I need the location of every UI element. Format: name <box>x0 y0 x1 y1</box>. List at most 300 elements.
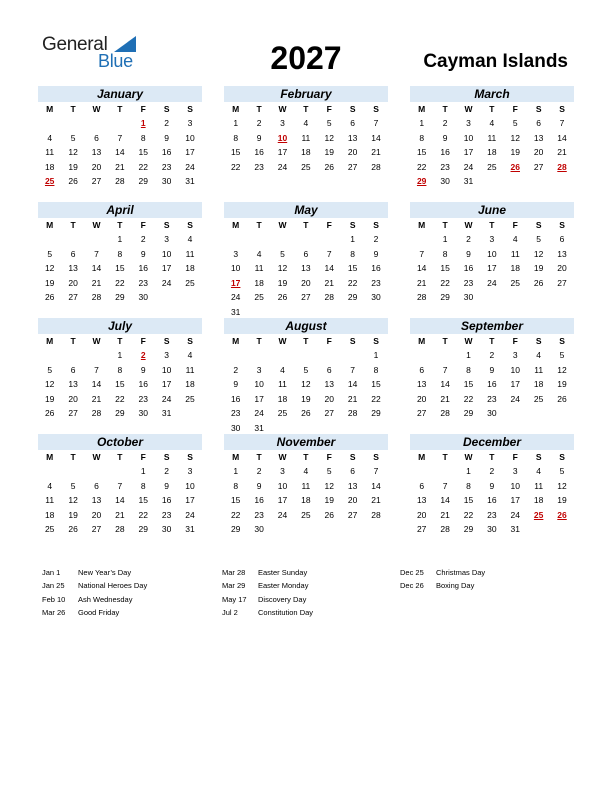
day-cell: 20 <box>347 495 358 505</box>
day-cell: 18 <box>510 263 520 273</box>
day-cell: 10 <box>161 248 172 259</box>
holiday-name: Easter Sunday <box>258 568 308 577</box>
day-cell: 1 <box>466 466 471 476</box>
weekday-header: F <box>140 104 146 114</box>
day-cell: 11 <box>185 248 195 259</box>
day-cell: 19 <box>44 277 55 288</box>
weekday-header: S <box>163 220 170 230</box>
day-cell: 11 <box>45 147 55 157</box>
holiday-date: Jan 25 <box>42 581 65 591</box>
day-cell: 25 <box>185 277 195 288</box>
day-cell: 16 <box>138 379 148 389</box>
day-cell: 21 <box>324 277 334 288</box>
day-cell: 7 <box>117 480 123 491</box>
day-cell: 1 <box>419 118 425 128</box>
day-cell: 2 <box>466 234 471 244</box>
weekday-header: S <box>163 452 170 462</box>
weekday-header: T <box>256 336 262 346</box>
month-december <box>410 434 574 537</box>
day-cell: 22 <box>138 161 148 172</box>
day-cell: 11 <box>534 480 544 491</box>
holiday-day: 1 <box>140 118 146 128</box>
weekday-header: M <box>418 452 426 462</box>
day-cell: 3 <box>233 248 239 259</box>
holiday-entry <box>42 593 222 606</box>
day-cell: 2 <box>489 350 495 360</box>
month-october <box>38 434 202 537</box>
day-cell: 5 <box>280 248 285 259</box>
day-cell: 23 <box>161 509 172 520</box>
day-cell: 8 <box>140 480 146 491</box>
day-cell: 18 <box>254 277 264 288</box>
weekday-header: M <box>418 220 426 230</box>
day-cell: 3 <box>187 118 193 128</box>
weekday-header: T <box>303 104 309 114</box>
day-cell: 8 <box>373 364 379 375</box>
day-cell: 9 <box>256 480 262 491</box>
day-cell: 23 <box>254 509 264 520</box>
holiday-name: Ash Wednesday <box>78 594 133 604</box>
weekday-header: S <box>559 104 565 114</box>
day-cell: 30 <box>230 422 241 433</box>
day-cell: 17 <box>277 147 288 157</box>
empty-cell <box>433 348 456 363</box>
day-cell: 4 <box>47 480 53 491</box>
day-cell: 29 <box>347 292 358 302</box>
day-cell: 9 <box>373 248 379 259</box>
weekday-header: S <box>163 336 170 346</box>
day-cell: 31 <box>161 408 172 418</box>
month-title: February <box>224 86 388 102</box>
day-cell: 19 <box>44 393 55 404</box>
day-cell: 22 <box>416 161 427 172</box>
day-cell: 26 <box>324 509 334 520</box>
weekday-header: S <box>349 336 356 346</box>
day-cell: 5 <box>326 118 332 128</box>
day-cell: 12 <box>557 480 567 491</box>
month-grid <box>38 450 202 537</box>
weekday-header: S <box>535 452 542 462</box>
day-cell: 26 <box>557 393 567 404</box>
brand-name-line2: Blue <box>98 51 133 71</box>
day-cell: 14 <box>440 495 450 505</box>
day-cell: 14 <box>324 263 334 273</box>
day-cell: 31 <box>254 422 264 433</box>
day-cell: 17 <box>185 495 195 505</box>
day-cell: 2 <box>164 118 170 128</box>
day-cell: 29 <box>371 408 381 418</box>
day-cell: 14 <box>347 379 358 389</box>
month-title: August <box>224 318 388 334</box>
day-cell: 23 <box>463 277 474 288</box>
day-cell: 9 <box>466 248 471 259</box>
day-cell: 30 <box>371 292 381 302</box>
day-cell: 13 <box>91 495 102 505</box>
day-cell: 20 <box>91 161 102 172</box>
month-grid <box>224 218 388 319</box>
day-cell: 22 <box>230 509 241 520</box>
day-cell: 28 <box>371 161 381 172</box>
holiday-date: Mar 29 <box>222 581 246 591</box>
day-cell: 7 <box>419 248 425 259</box>
day-cell: 6 <box>94 480 99 491</box>
day-cell: 18 <box>185 379 195 389</box>
holiday-column <box>42 566 222 619</box>
day-cell: 19 <box>68 161 78 172</box>
day-cell: 21 <box>91 277 102 288</box>
day-cell: 9 <box>442 132 448 143</box>
weekday-header: M <box>232 452 240 462</box>
day-cell: 28 <box>91 408 102 418</box>
day-cell: 8 <box>350 248 356 259</box>
day-cell: 13 <box>416 379 427 389</box>
month-january <box>38 86 202 189</box>
day-cell: 29 <box>230 524 241 534</box>
day-cell: 9 <box>489 364 495 375</box>
day-cell: 31 <box>185 176 195 186</box>
holiday-name: Christmas Day <box>436 568 486 577</box>
day-cell: 21 <box>115 161 125 172</box>
day-cell: 7 <box>373 466 379 476</box>
day-cell: 7 <box>373 118 379 128</box>
day-cell: 1 <box>350 234 356 244</box>
day-cell: 25 <box>510 277 520 288</box>
day-cell: 19 <box>68 509 78 520</box>
weekday-header: S <box>373 104 379 114</box>
day-cell: 7 <box>559 118 565 128</box>
day-cell: 2 <box>256 466 262 476</box>
day-cell: 15 <box>115 263 125 273</box>
day-cell: 26 <box>44 408 55 418</box>
day-cell: 21 <box>440 509 450 520</box>
day-cell: 29 <box>115 408 125 418</box>
day-cell: 21 <box>347 393 358 404</box>
day-cell: 17 <box>185 147 195 157</box>
day-cell: 13 <box>301 263 311 273</box>
weekday-header: S <box>559 452 565 462</box>
empty-cell <box>108 116 131 131</box>
empty-cell <box>85 232 108 247</box>
day-cell: 12 <box>44 379 55 389</box>
day-cell: 15 <box>440 263 450 273</box>
day-cell: 27 <box>533 161 544 172</box>
month-july <box>38 318 202 421</box>
day-cell: 25 <box>254 292 264 302</box>
month-grid <box>38 334 202 421</box>
day-cell: 14 <box>557 132 567 143</box>
day-cell: 19 <box>324 495 334 505</box>
day-cell: 8 <box>117 364 123 375</box>
empty-cell <box>247 232 270 247</box>
weekday-header: F <box>512 220 518 230</box>
day-cell: 30 <box>440 176 450 186</box>
day-cell: 11 <box>510 248 520 259</box>
day-cell: 5 <box>70 480 76 491</box>
day-cell: 11 <box>45 495 55 505</box>
day-cell: 16 <box>440 147 450 157</box>
weekday-header: T <box>70 104 76 114</box>
day-cell: 16 <box>254 495 264 505</box>
holiday-day: 17 <box>230 277 241 288</box>
weekday-header: F <box>326 104 332 114</box>
day-cell: 15 <box>371 379 381 389</box>
month-title: October <box>38 434 202 450</box>
weekday-header: F <box>140 452 146 462</box>
day-cell: 19 <box>533 263 544 273</box>
day-cell: 24 <box>254 408 264 418</box>
day-cell: 31 <box>185 524 195 534</box>
month-title: September <box>410 318 574 334</box>
day-cell: 11 <box>301 480 311 491</box>
day-cell: 24 <box>230 292 241 302</box>
day-cell: 22 <box>138 509 148 520</box>
month-grid <box>410 450 574 537</box>
day-cell: 17 <box>510 495 520 505</box>
weekday-header: S <box>559 336 565 346</box>
day-cell: 24 <box>161 277 172 288</box>
weekday-header: S <box>349 452 356 462</box>
day-cell: 20 <box>557 263 567 273</box>
day-cell: 18 <box>533 495 544 505</box>
day-cell: 26 <box>44 292 55 302</box>
weekday-header: F <box>512 104 518 114</box>
holiday-day: 25 <box>533 509 544 520</box>
day-cell: 4 <box>187 234 193 244</box>
day-cell: 28 <box>371 509 381 520</box>
holiday-name: National Heroes Day <box>78 581 148 591</box>
day-cell: 27 <box>91 524 102 534</box>
day-cell: 5 <box>47 248 53 259</box>
holiday-date: Jul 2 <box>222 607 238 617</box>
holiday-entry <box>42 606 222 619</box>
day-cell: 7 <box>117 132 123 143</box>
holiday-column <box>400 566 580 593</box>
day-cell: 20 <box>416 509 427 520</box>
day-cell: 21 <box>440 393 450 404</box>
empty-cell <box>410 348 433 363</box>
month-grid <box>38 102 202 189</box>
weekday-header: F <box>326 220 332 230</box>
empty-cell <box>61 348 84 363</box>
day-cell: 16 <box>487 379 497 389</box>
day-cell: 3 <box>489 234 495 244</box>
day-cell: 16 <box>230 393 241 404</box>
day-cell: 22 <box>440 277 450 288</box>
day-cell: 22 <box>463 509 474 520</box>
day-cell: 5 <box>512 118 518 128</box>
day-cell: 4 <box>187 350 193 360</box>
day-cell: 6 <box>536 118 542 128</box>
month-june <box>410 202 574 305</box>
day-cell: 17 <box>161 263 172 273</box>
day-cell: 3 <box>187 466 193 476</box>
weekday-header: M <box>46 220 54 230</box>
month-march <box>410 86 574 189</box>
day-cell: 28 <box>440 408 450 418</box>
holiday-date: Dec 25 <box>400 568 424 577</box>
day-cell: 3 <box>512 350 518 360</box>
day-cell: 15 <box>463 379 474 389</box>
month-title: April <box>38 202 202 218</box>
day-cell: 22 <box>115 277 125 288</box>
weekday-header: T <box>70 336 76 346</box>
day-cell: 22 <box>463 393 474 404</box>
day-cell: 23 <box>440 161 450 172</box>
day-cell: 17 <box>277 495 288 505</box>
day-cell: 7 <box>350 364 356 375</box>
weekday-header: W <box>92 220 101 230</box>
day-cell: 18 <box>301 147 311 157</box>
month-grid <box>410 218 574 305</box>
month-february <box>224 86 388 174</box>
weekday-header: W <box>464 220 473 230</box>
day-cell: 4 <box>536 466 542 476</box>
holiday-entry <box>400 566 580 579</box>
empty-cell <box>410 232 433 247</box>
weekday-header: T <box>117 220 123 230</box>
day-cell: 30 <box>138 292 148 302</box>
day-cell: 25 <box>185 393 195 404</box>
day-cell: 24 <box>277 509 288 520</box>
day-cell: 23 <box>487 393 497 404</box>
day-cell: 6 <box>70 364 76 375</box>
day-cell: 18 <box>301 495 311 505</box>
day-cell: 3 <box>164 350 170 360</box>
day-cell: 16 <box>371 263 381 273</box>
holiday-date: Feb 10 <box>42 594 66 604</box>
day-cell: 4 <box>489 118 495 128</box>
day-cell: 10 <box>510 364 520 375</box>
day-cell: 18 <box>44 509 55 520</box>
holiday-name: Boxing Day <box>436 581 475 591</box>
day-cell: 10 <box>463 132 474 143</box>
day-cell: 15 <box>230 147 241 157</box>
day-cell: 2 <box>140 234 146 244</box>
weekday-header: S <box>349 220 356 230</box>
day-cell: 8 <box>233 480 239 491</box>
day-cell: 5 <box>303 364 309 375</box>
empty-cell <box>294 232 317 247</box>
day-cell: 6 <box>419 480 425 491</box>
day-cell: 12 <box>44 263 55 273</box>
country-name: Cayman Islands <box>423 51 568 72</box>
day-cell: 18 <box>533 379 544 389</box>
day-cell: 18 <box>44 161 55 172</box>
day-cell: 28 <box>115 176 125 186</box>
day-cell: 28 <box>416 292 427 302</box>
day-cell: 6 <box>559 234 565 244</box>
day-cell: 10 <box>161 364 172 375</box>
weekday-header: W <box>464 104 473 114</box>
day-cell: 12 <box>68 495 78 505</box>
weekday-header: T <box>256 104 262 114</box>
day-cell: 28 <box>91 292 102 302</box>
empty-cell <box>410 464 433 479</box>
day-cell: 17 <box>510 379 520 389</box>
day-cell: 7 <box>94 364 99 375</box>
day-cell: 19 <box>301 393 311 404</box>
empty-cell <box>61 464 84 479</box>
weekday-header: S <box>187 452 193 462</box>
holiday-day: 26 <box>510 161 520 172</box>
day-cell: 3 <box>256 364 262 375</box>
day-cell: 10 <box>230 263 241 273</box>
day-cell: 17 <box>487 263 497 273</box>
day-cell: 27 <box>301 292 311 302</box>
month-august <box>224 318 388 435</box>
empty-cell <box>247 348 270 363</box>
day-cell: 24 <box>161 393 172 404</box>
weekday-header: T <box>117 452 123 462</box>
holiday-entry <box>400 579 580 592</box>
day-cell: 11 <box>278 379 287 389</box>
weekday-header: S <box>187 104 193 114</box>
day-cell: 25 <box>301 509 311 520</box>
day-cell: 3 <box>280 466 285 476</box>
day-cell: 11 <box>254 263 264 273</box>
day-cell: 21 <box>557 147 567 157</box>
day-cell: 4 <box>536 350 542 360</box>
day-cell: 1 <box>117 234 123 244</box>
day-cell: 12 <box>324 480 334 491</box>
day-cell: 20 <box>533 147 544 157</box>
day-cell: 30 <box>161 176 172 186</box>
weekday-header: W <box>464 452 473 462</box>
day-cell: 23 <box>138 393 148 404</box>
day-cell: 6 <box>350 466 356 476</box>
weekday-header: S <box>559 220 565 230</box>
day-cell: 23 <box>161 161 172 172</box>
day-cell: 9 <box>140 248 146 259</box>
day-cell: 30 <box>487 524 497 534</box>
weekday-header: S <box>373 220 379 230</box>
day-cell: 25 <box>487 161 497 172</box>
empty-cell <box>341 348 364 363</box>
month-grid <box>38 218 202 305</box>
holiday-date: May 17 <box>222 594 247 604</box>
day-cell: 13 <box>347 480 358 491</box>
day-cell: 26 <box>301 408 311 418</box>
holiday-day: 29 <box>416 176 427 186</box>
day-cell: 25 <box>277 408 288 418</box>
weekday-header: T <box>70 220 76 230</box>
day-cell: 13 <box>68 263 78 273</box>
day-cell: 28 <box>347 408 358 418</box>
holiday-entry <box>42 579 222 592</box>
day-cell: 2 <box>442 118 448 128</box>
day-cell: 8 <box>117 248 123 259</box>
day-cell: 23 <box>230 408 241 418</box>
day-cell: 23 <box>138 277 148 288</box>
day-cell: 24 <box>510 393 520 404</box>
day-cell: 30 <box>463 292 474 302</box>
empty-cell <box>38 464 61 479</box>
day-cell: 4 <box>303 118 309 128</box>
month-grid <box>410 102 574 189</box>
day-cell: 12 <box>324 132 334 143</box>
day-cell: 12 <box>533 248 544 259</box>
empty-cell <box>38 232 61 247</box>
empty-cell <box>318 232 341 247</box>
weekday-header: S <box>163 104 170 114</box>
day-cell: 6 <box>70 248 76 259</box>
day-cell: 12 <box>68 147 78 157</box>
calendar-year: 2027 <box>270 40 342 76</box>
weekday-header: W <box>278 452 287 462</box>
empty-cell <box>271 348 294 363</box>
day-cell: 25 <box>44 524 55 534</box>
day-cell: 20 <box>68 393 78 404</box>
